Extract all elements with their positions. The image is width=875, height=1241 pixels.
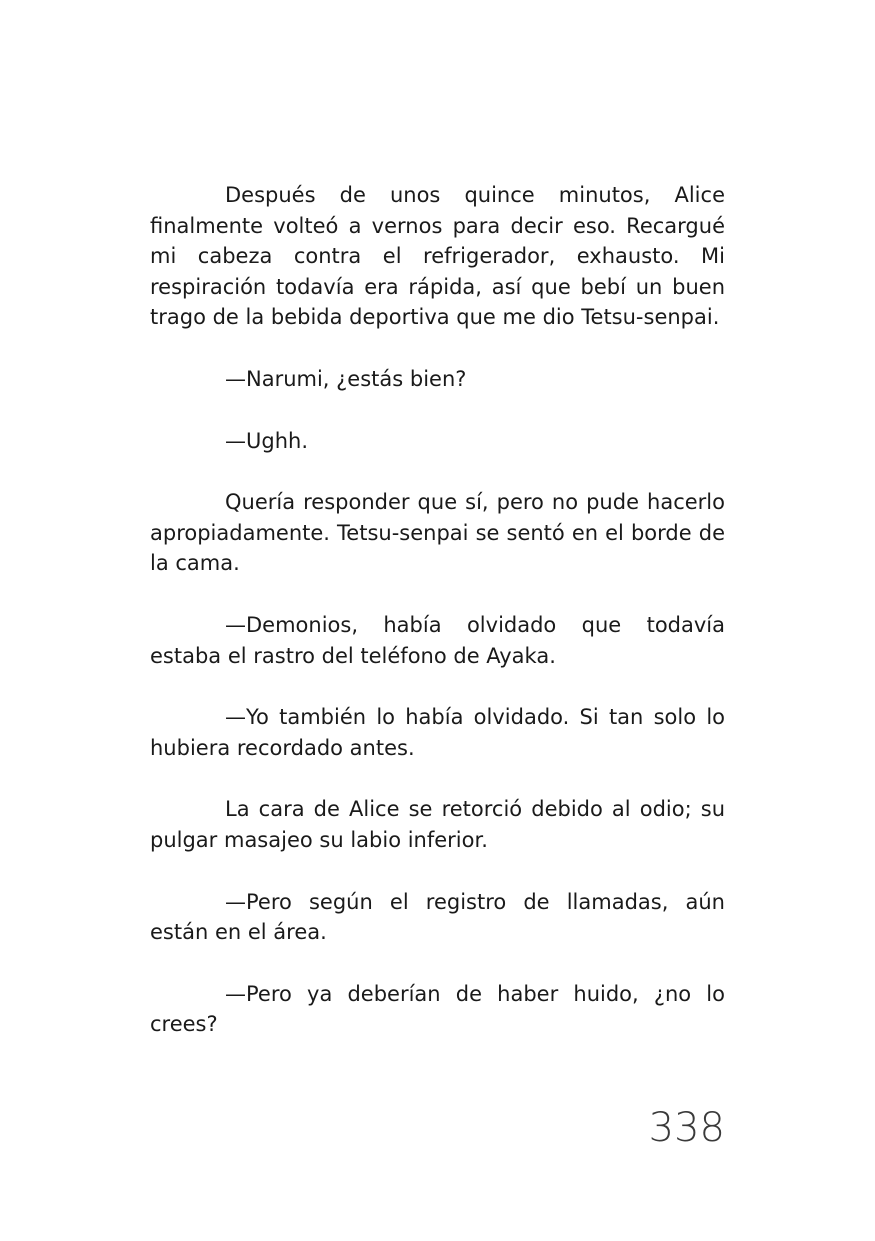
paragraph-8: —Pero según el registro de llamadas, aún están en el área. xyxy=(150,889,725,945)
paragraph-6: —Yo también lo había olvidado. Si tan solo lo hubiera recordado antes. xyxy=(150,705,725,760)
paragraph-3: —Ughh. xyxy=(225,428,308,453)
paragraph-7: La cara de Alice se retorció debido al odio; su pulgar masajeo su labio inferior. xyxy=(150,797,725,852)
page-number: 338 xyxy=(648,1105,725,1151)
paragraph-9: —Pero ya deberían de haber huido, ¿no lo crees? xyxy=(150,981,725,1037)
paragraph-5: —Demonios, había olvidado que todavía estaba el rastro del teléfono de Ayaka. xyxy=(150,612,725,668)
paragraph-2: —Narumi, ¿estás bien? xyxy=(225,366,467,391)
page-body-text xyxy=(150,180,725,1040)
paragraph-4: Quería responder que sí, pero no pude hacerlo apropiadamente. Tetsu-senpai se sentó en el borde de la cama. xyxy=(150,490,725,576)
paragraph-1: Después de unos quince minutos, Alice finalmente volteó a vernos para decir eso. Recargué mi cabeza contra el refrigerador, exhausto. Mi respiración todavía era rápida, así que bebí un buen trago de la bebida deportiva que me dio Tetsu-senpai. xyxy=(150,183,725,330)
